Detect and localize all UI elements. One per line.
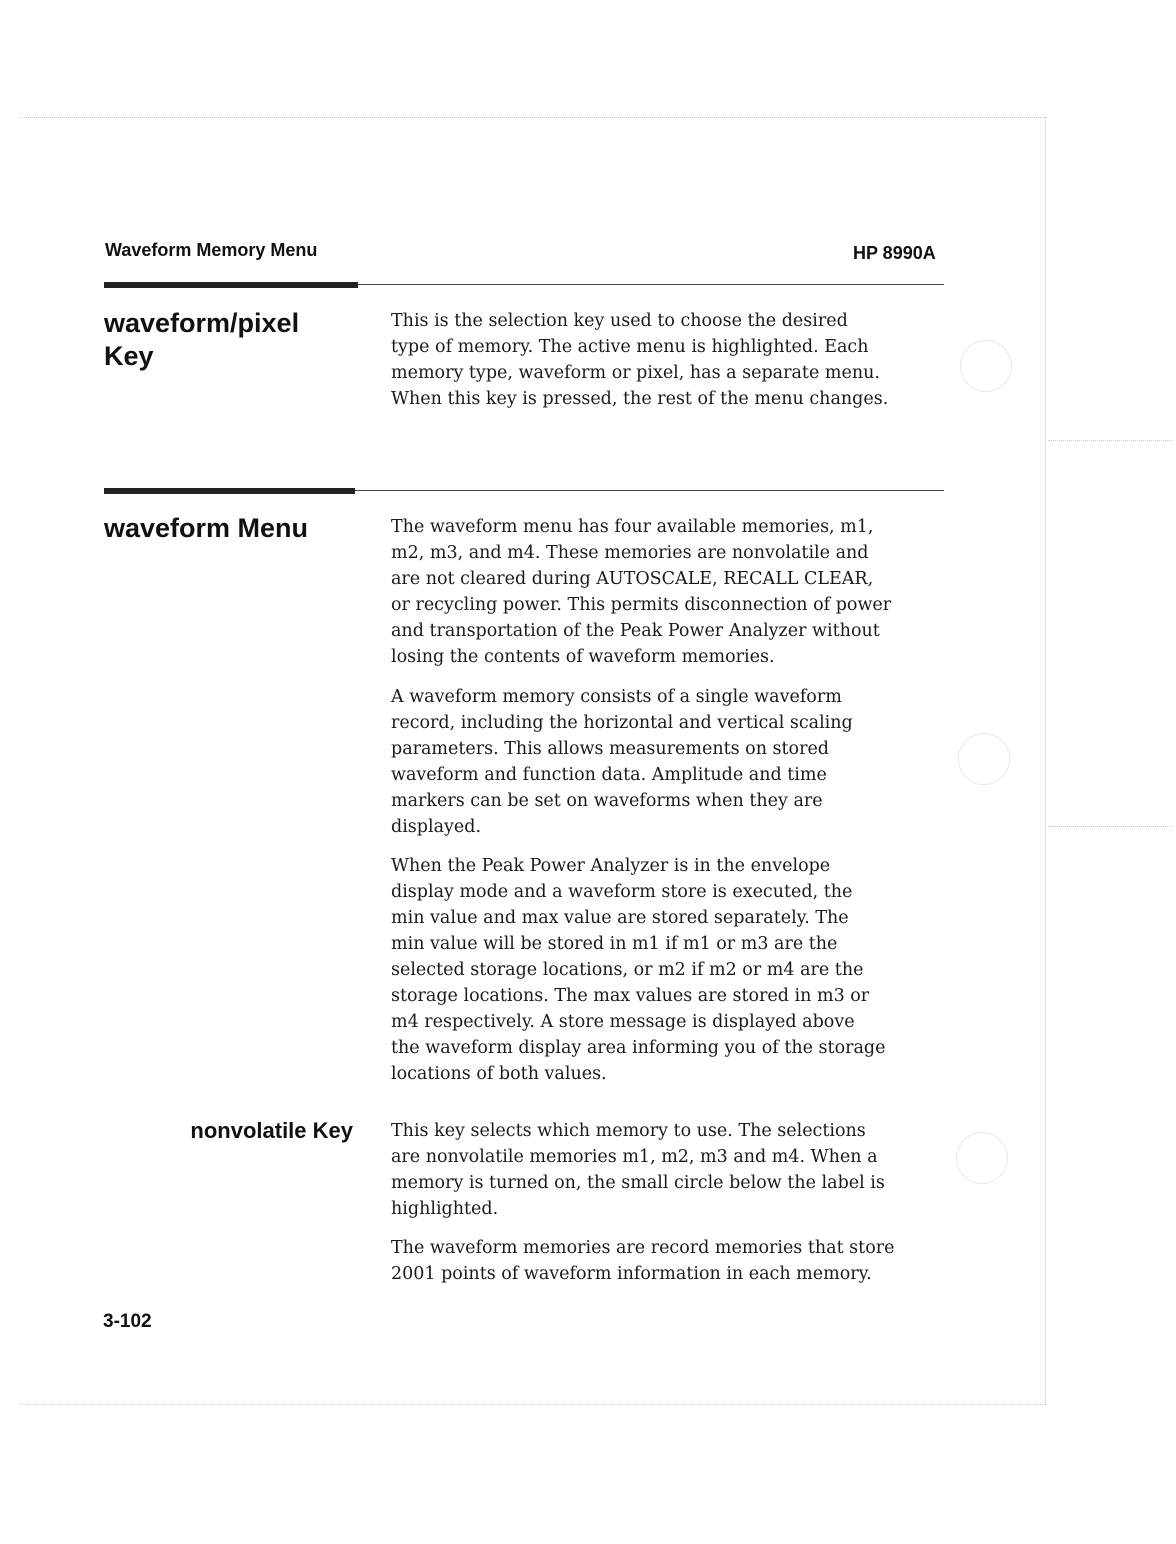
heading-line: waveform/pixel	[104, 308, 300, 338]
waveform-menu-paragraph-1	[391, 514, 951, 670]
punch-hole-middle	[958, 733, 1010, 785]
text-line: parameters. This allows measurements on stored	[391, 739, 830, 759]
text-line: displayed.	[391, 817, 482, 837]
text-line: When this key is pressed, the rest of the menu changes.	[391, 389, 889, 409]
text-line: the waveform display area informing you of the storage	[391, 1038, 886, 1058]
section-rule-thin-1	[358, 284, 944, 285]
text-line: markers can be set on waveforms when they are	[391, 791, 823, 811]
heading-line: Key	[104, 341, 154, 371]
scan-edge-bottom	[20, 1404, 1045, 1405]
running-header-model: HP 8990A	[853, 243, 936, 263]
waveform-menu-paragraph-3	[391, 853, 951, 1087]
text-line: The waveform menu has four available memories, m1,	[391, 517, 874, 537]
text-line: 2001 points of waveform information in each memory.	[391, 1264, 872, 1284]
text-line: This is the selection key used to choose the desired	[391, 311, 848, 331]
text-line: The waveform memories are record memories that store	[391, 1238, 895, 1258]
scan-edge-top	[20, 117, 1045, 118]
text-line: are not cleared during AUTOSCALE, RECALL CLEAR,	[391, 569, 874, 589]
running-header-title: Waveform Memory Menu	[105, 240, 318, 260]
section-rule-thick-2	[104, 488, 355, 494]
punch-hole-top	[960, 340, 1012, 392]
text-line: This key selects which memory to use. The selections	[391, 1121, 866, 1141]
scan-edge-right	[1045, 117, 1046, 1405]
waveform-pixel-key-description	[391, 308, 951, 412]
heading-waveform-menu	[104, 512, 308, 545]
punch-hole-bottom	[956, 1132, 1008, 1184]
text-line: are nonvolatile memories m1, m2, m3 and m4. When a	[391, 1147, 878, 1167]
text-line: min value will be stored in m1 if m1 or m3 are the	[391, 934, 838, 954]
heading-line: nonvolatile Key	[190, 1118, 353, 1143]
text-line: A waveform memory consists of a single waveform	[391, 687, 842, 707]
text-line: display mode and a waveform store is executed, the	[391, 882, 853, 902]
text-line: selected storage locations, or m2 if m2 or m4 are the	[391, 960, 864, 980]
nonvolatile-key-paragraph-2	[391, 1235, 951, 1287]
heading-line: waveform Menu	[104, 513, 309, 543]
text-line: waveform and function data. Amplitude and time	[391, 765, 827, 785]
text-line: locations of both values.	[391, 1064, 607, 1084]
scan-mark-right-2	[1048, 826, 1172, 827]
page-number: 3-102	[103, 1311, 152, 1332]
text-line: min value and max value are stored separately. The	[391, 908, 849, 928]
text-line: losing the contents of waveform memories.	[391, 647, 775, 667]
heading-waveform-pixel-key	[104, 307, 299, 373]
text-line: highlighted.	[391, 1199, 499, 1219]
scan-mark-right-1	[1048, 440, 1172, 441]
text-line: m2, m3, and m4. These memories are nonvolatile and	[391, 543, 869, 563]
text-line: and transportation of the Peak Power Analyzer without	[391, 621, 880, 641]
text-line: or recycling power. This permits disconnection of power	[391, 595, 892, 615]
section-rule-thin-2	[355, 490, 944, 491]
text-line: type of memory. The active menu is highlighted. Each	[391, 337, 869, 357]
text-line: m4 respectively. A store message is displayed above	[391, 1012, 855, 1032]
text-line: When the Peak Power Analyzer is in the envelope	[391, 856, 831, 876]
section-rule-thick-1	[104, 282, 358, 288]
text-line: memory type, waveform or pixel, has a separate menu.	[391, 363, 880, 383]
nonvolatile-key-paragraph-1	[391, 1118, 951, 1222]
text-line: memory is turned on, the small circle below the label is	[391, 1173, 885, 1193]
waveform-menu-paragraph-2	[391, 684, 951, 840]
heading-nonvolatile-key	[150, 1118, 353, 1144]
text-line: record, including the horizontal and vertical scaling	[391, 713, 853, 733]
text-line: storage locations. The max values are stored in m3 or	[391, 986, 870, 1006]
